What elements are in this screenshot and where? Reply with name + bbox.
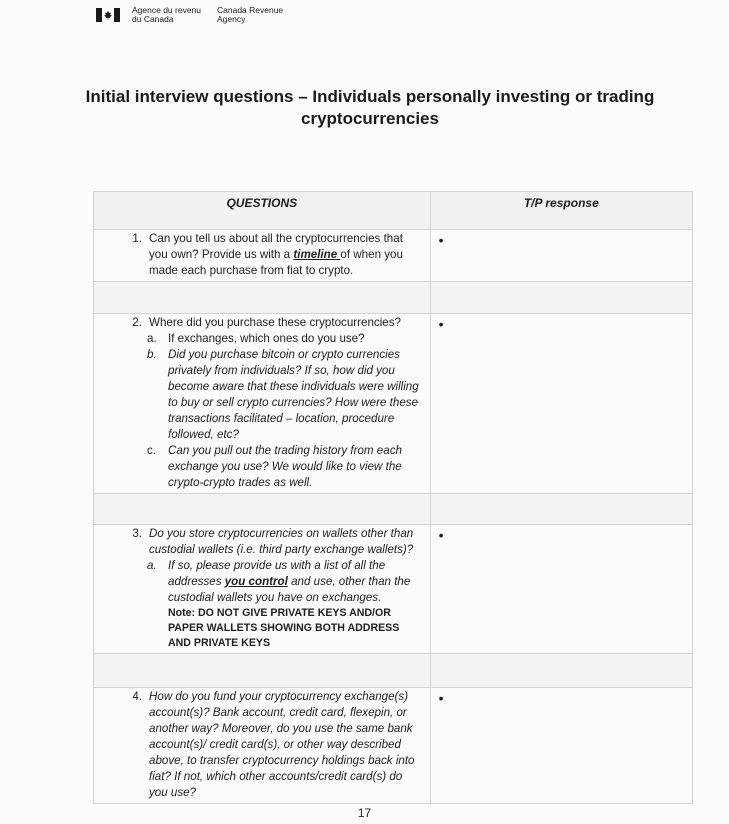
timeline-emphasis: timeline bbox=[293, 248, 341, 261]
question-4: 4. How do you fund your cryptocurrency exchange(s) account(s)? Bank account, credit card, flexepin, or another way? Moreover, do you use the same bank account(s)/ credit card(s), or other way described above, to transfer cryptocurrency holdings back into fiat? If not, which other accounts/credit card(s) do you use? bbox=[132, 690, 415, 799]
you-control-emphasis: you control bbox=[224, 575, 288, 588]
table-header-row bbox=[94, 192, 693, 230]
response-bullet: • bbox=[438, 316, 444, 332]
agency-header bbox=[96, 6, 283, 30]
response-bullet: • bbox=[438, 690, 444, 706]
spacer-row bbox=[94, 494, 693, 525]
question-2c: c. Can you pull out the trading history from each exchange you use? We would like to view the crypto-crypto trades as well. bbox=[147, 444, 402, 489]
table-row bbox=[94, 525, 693, 654]
response-column-header: T/P response bbox=[430, 192, 692, 230]
question-2: 2. Where did you purchase these cryptocurrencies? a. If exchanges, which ones do you use? b. Did you purchase bitcoin or crypto currencies privately from individuals? If so, how did you become aware that these individuals were willing to buy or sell crypto currencies? How were these transactions facilitated – location, procedure followed, etc? c. Can you pull out the trading history from each exchange you use? We would like to view the crypto-crypto trades as well. bbox=[94, 314, 430, 493]
table-row bbox=[94, 688, 693, 804]
question-3a: a. If so, please provide us with a list of all the addresses you control and use, other than the custodial wallets you have on exchanges. bbox=[147, 559, 411, 604]
table-row bbox=[94, 314, 693, 494]
canada-flag-logo bbox=[96, 8, 120, 22]
question-1: 1. Can you tell us about all the cryptocurrencies that you own? Provide us with a timeline of when you made each purchase from fiat to crypto. bbox=[132, 232, 403, 277]
question-2a: a. If exchanges, which ones do you use? bbox=[147, 332, 365, 345]
document-title: Initial interview questions – Individuals personally investing or trading cryptocurrencies bbox=[85, 87, 655, 128]
response-bullet: • bbox=[438, 232, 444, 248]
interview-questions-table bbox=[93, 191, 693, 804]
page-number: 17 bbox=[357, 806, 372, 820]
question-2b: b. Did you purchase bitcoin or crypto currencies privately from individuals? If so, how did you become aware that these individuals were willing to buy or sell crypto currencies? How were these transactions facilitated – location, procedure followed, etc? bbox=[147, 348, 419, 441]
spacer-row bbox=[94, 654, 693, 688]
question-3: 3. Do you store cryptocurrencies on wallets other than custodial wallets (i.e. third party exchange wallets)? a. If so, please provide us with a list of all the addresses you control and use, other than the custodial wallets you have on exchanges. Note: DO NOT GIVE PRIVATE KEYS AND/OR PAPER WALLETS SHOWING BOTH ADDRESS AND PRIVATE KEYS bbox=[94, 525, 430, 653]
agency-name-english: Canada Revenue Agency bbox=[217, 5, 284, 24]
agency-name-french: Agence du revenu du Canada bbox=[132, 5, 201, 24]
response-bullet: • bbox=[438, 527, 444, 543]
table-row bbox=[94, 230, 693, 282]
questions-column-header: QUESTIONS bbox=[94, 192, 431, 230]
spacer-row bbox=[94, 282, 693, 314]
private-keys-warning: Note: DO NOT GIVE PRIVATE KEYS AND/OR PAPER WALLETS SHOWING BOTH ADDRESS AND PRIVATE KEYS bbox=[168, 607, 400, 649]
